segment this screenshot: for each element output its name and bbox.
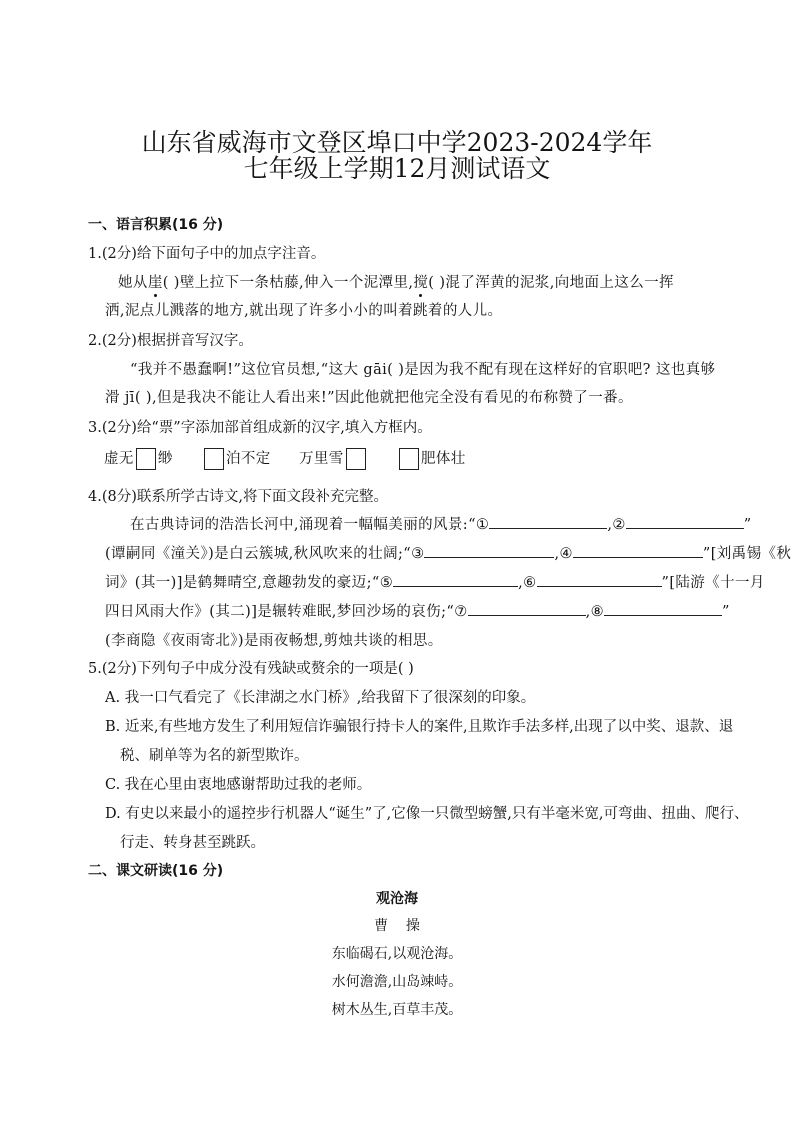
question-4-line1: 在古典诗词的浩浩长河中,涌现着一幅幅美丽的风景:“① ,② ” — [130, 513, 752, 534]
answer-box-3[interactable] — [346, 448, 366, 470]
fill-blank-2[interactable] — [626, 514, 744, 529]
section-heading-1: 一、语言积累(16 分) — [88, 217, 224, 233]
option-b-line1[interactable]: B. 近来,有些地方发生了利用短信诈骗银行持卡人的案件,且欺诈手法多样,出现了以中奖、退款、退 — [105, 719, 734, 735]
poem-title: 观沧海 — [376, 891, 418, 907]
question-3-word-1: 虚无 缈 — [104, 447, 173, 470]
question-1-passage-line2: 洒,泥点儿溅落的地方,就出现了许多小小的叫着跳着的人儿。 — [105, 303, 503, 319]
poem-line-1: 东临碣石,以观沧海。 — [331, 946, 463, 962]
question-1-stem: 1.(2分)给下面句子中的加点字注音。 — [88, 246, 326, 262]
poem-line-2: 水何澹澹,山岛竦峙。 — [331, 974, 463, 990]
fill-blank-5[interactable] — [393, 572, 518, 587]
fill-blank-4[interactable] — [573, 543, 703, 558]
dotted-char-1: 崖 — [147, 275, 163, 291]
question-1-passage-line1: 她从崖( )壁上拉下一条枯藤,伸入一个泥潭里,搅( )混了浑黄的泥浆,向地面上这么一挥 — [118, 275, 674, 291]
question-3-stem: 3.(2分)给“票”字添加部首组成新的汉字,填入方框内。 — [88, 420, 432, 436]
option-b-line2[interactable]: 税、刷单等为名的新型欺诈。 — [120, 748, 309, 764]
question-2-passage-line1: “我并不愚蠢啊!”这位官员想,“这大 gāi( )是因为我不配有现在这样好的官职吧? 这也真够 — [130, 362, 716, 378]
question-3-word-3: 万里雪 — [299, 447, 368, 470]
blank-number-6: ⑥ — [523, 575, 537, 591]
fill-blank-7[interactable] — [468, 601, 586, 616]
blank-number-2: ② — [612, 517, 626, 533]
fill-blank-6[interactable] — [537, 572, 662, 587]
blank-number-3: ③ — [411, 546, 425, 562]
option-c[interactable]: C. 我在心里由衷地感谢帮助过我的老师。 — [105, 777, 372, 793]
question-4-line5: (李商隐《夜雨寄北》)是雨夜畅想,剪烛共谈的相思。 — [105, 633, 443, 649]
fill-blank-3[interactable] — [424, 543, 554, 558]
answer-box-4[interactable] — [399, 448, 419, 470]
option-a[interactable]: A. 我一口气看完了《长津湖之水门桥》,给我留下了很深刻的印象。 — [105, 690, 536, 706]
blank-number-8: ⑧ — [590, 604, 605, 620]
blank-number-1: ① — [475, 517, 490, 533]
question-4-line2: (谭嗣同《潼关》)是白云簇城,秋风吹来的壮阔;“③ ,④ ”[刘禹锡《秋 — [105, 542, 791, 563]
option-d-line2[interactable]: 行走、转身甚至跳跃。 — [120, 835, 265, 851]
dotted-char-2: 搅 — [413, 275, 429, 291]
blank-number-5: ⑤ — [379, 575, 394, 591]
fill-blank-1[interactable] — [489, 514, 607, 529]
question-3-word-4: 肥体壮 — [397, 447, 466, 470]
answer-box-1[interactable] — [136, 448, 156, 470]
question-3-word-2: 泊不定 — [202, 447, 271, 470]
question-4-stem: 4.(8分)联系所学古诗文,将下面文段补充完整。 — [88, 489, 388, 505]
question-2-passage-line2: 滑 jī( ),但是我决不能让人看出来!”因此他就把他完全没有看见的布称赞了一番。 — [105, 390, 633, 406]
exam-title-line1: 山东省威海市文登区埠口中学2023-2024学年 — [141, 128, 653, 157]
exam-title-line2: 七年级上学期12月测试语文 — [243, 154, 551, 183]
section-heading-2: 二、课文研读(16 分) — [88, 863, 224, 879]
answer-box-2[interactable] — [204, 448, 224, 470]
option-d-line1[interactable]: D. 有史以来最小的遥控步行机器人“诞生”了,它像一只微型螃蟹,只有半毫米宽,可弯曲、扭曲、爬行、 — [105, 806, 749, 822]
question-4-line3: 词》(其一)]是鹤舞晴空,意趣勃发的豪迈;“⑤ ,⑥ ”[陆游《十一月 — [105, 571, 765, 592]
question-2-stem: 2.(2分)根据拼音写汉字。 — [88, 333, 253, 349]
question-5-stem: 5.(2分)下列句子中成分没有残缺或赘余的一项是( ) — [88, 661, 414, 677]
fill-blank-8[interactable] — [604, 601, 722, 616]
blank-number-7: ⑦ — [454, 604, 468, 620]
poem-line-3: 树木丛生,百草丰茂。 — [331, 1002, 463, 1018]
question-4-line4: 四日风雨大作》(其二)]是辗转难眠,梦回沙场的哀伤;“⑦ ,⑧ ” — [105, 600, 730, 621]
poem-author: 曹 操 — [374, 918, 420, 934]
blank-number-4: ④ — [559, 546, 573, 562]
